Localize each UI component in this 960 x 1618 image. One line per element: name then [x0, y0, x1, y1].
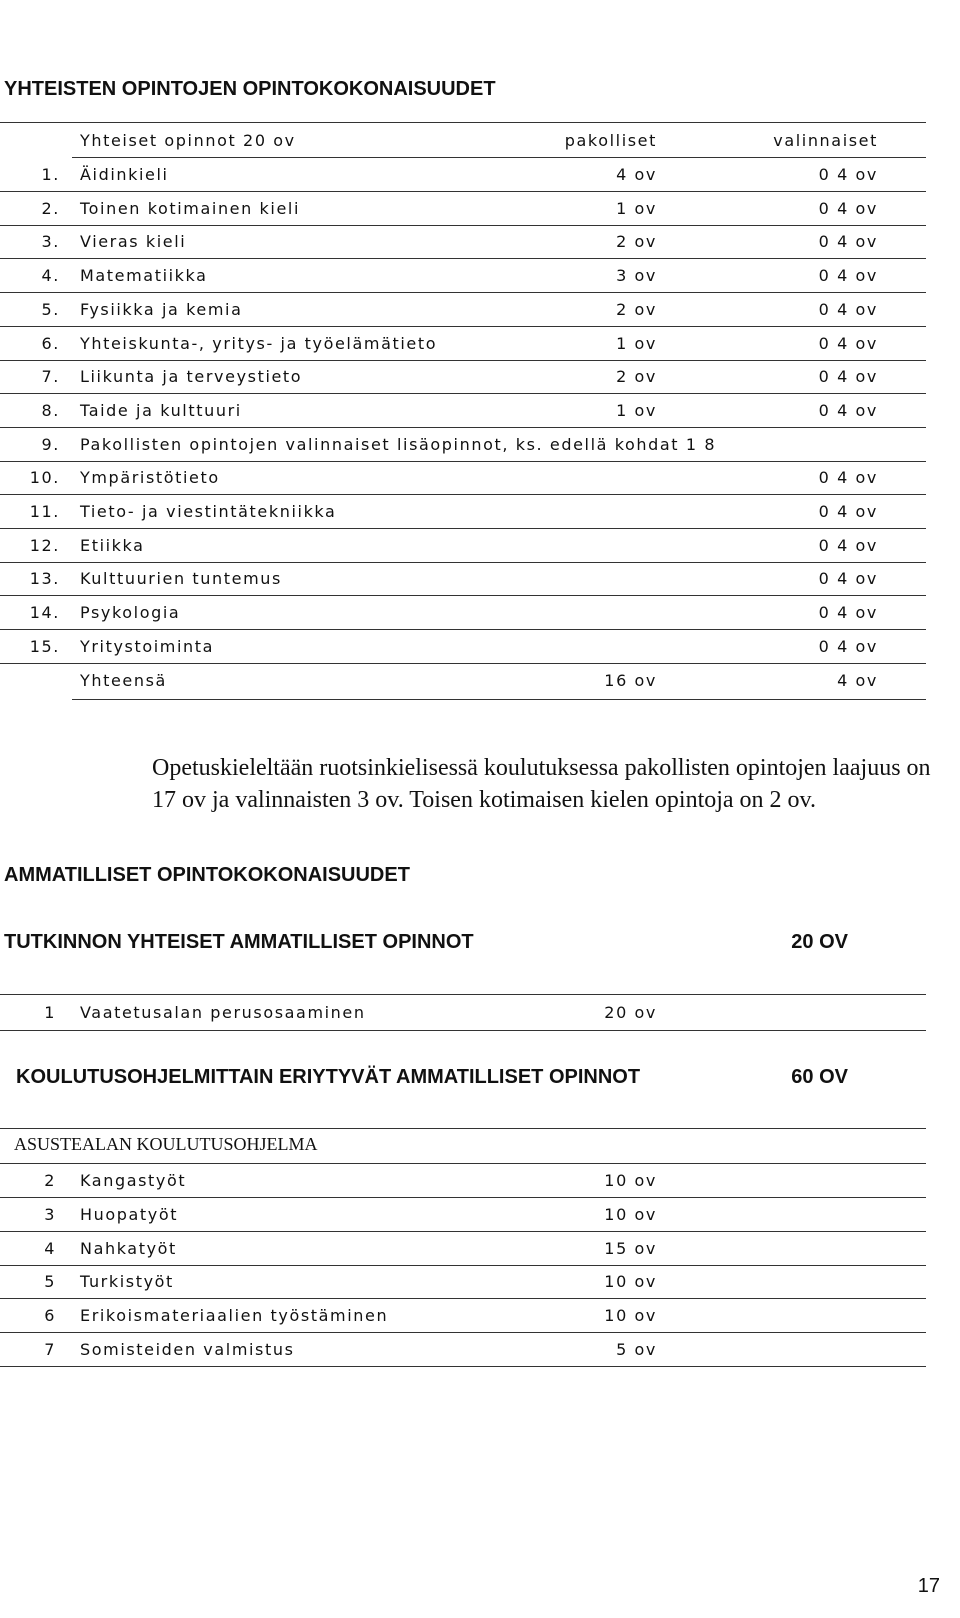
row-name: Somisteiden valmistus	[80, 1340, 295, 1359]
row-ov: 20 ov	[604, 1003, 657, 1022]
row-ov: 10 ov	[604, 1272, 657, 1291]
header-required: pakolliset	[564, 131, 657, 150]
table-row	[0, 1299, 960, 1333]
row-optional: 0 4 ov	[818, 603, 878, 622]
total-optional: 4 ov	[837, 671, 878, 690]
row-number: 10.	[29, 468, 60, 487]
row-number: 6	[44, 1306, 56, 1325]
divider	[0, 1030, 926, 1031]
page-number: 17	[917, 1575, 940, 1597]
row-number: 3.	[41, 232, 60, 251]
table-row	[0, 562, 960, 596]
row-optional: 0 4 ov	[818, 502, 878, 521]
row-number: 2	[44, 1171, 56, 1190]
row-name: Matematiikka	[80, 266, 208, 285]
row-optional: 0 4 ov	[818, 199, 878, 218]
row-name: Liikunta ja terveystieto	[80, 367, 303, 386]
row-required: 4 ov	[616, 165, 657, 184]
row-ov: 10 ov	[604, 1306, 657, 1325]
divider	[72, 699, 926, 700]
row-name: Pakollisten opintojen valinnaiset lisäopinnot, ks. edellä kohdat 1 8	[80, 435, 717, 454]
row-optional: 0 4 ov	[818, 401, 878, 420]
divider	[0, 994, 926, 995]
row-optional: 0 4 ov	[818, 536, 878, 555]
row-number: 4.	[41, 266, 60, 285]
row-number: 14.	[29, 603, 60, 622]
row-number: 4	[44, 1239, 56, 1258]
table-row	[0, 630, 960, 664]
row-name: Nahkatyöt	[80, 1239, 177, 1258]
row-required: 3 ov	[616, 266, 657, 285]
divider	[0, 122, 926, 123]
row-optional: 0 4 ov	[818, 266, 878, 285]
row-optional: 0 4 ov	[818, 637, 878, 656]
row-number: 7.	[41, 367, 60, 386]
row-name: Äidinkieli	[80, 165, 169, 184]
row-ov: 10 ov	[604, 1205, 657, 1224]
row-name: Ympäristötieto	[80, 468, 220, 487]
row-ov: 5 ov	[616, 1340, 657, 1359]
row-optional: 0 4 ov	[818, 468, 878, 487]
table-row	[0, 596, 960, 630]
row-ov: 10 ov	[604, 1171, 657, 1190]
row-number: 3	[44, 1205, 56, 1224]
common-vocational-title: TUTKINNON YHTEISET AMMATILLISET OPINNOT	[4, 931, 474, 953]
table-row	[0, 192, 960, 226]
divider	[0, 1366, 926, 1367]
table-row	[0, 259, 960, 293]
row-number: 5.	[41, 300, 60, 319]
table-row	[0, 1265, 960, 1299]
header-optional: valinnaiset	[773, 131, 878, 150]
row-number: 2.	[41, 199, 60, 218]
row-number: 7	[44, 1340, 56, 1359]
section-title-vocational-studies: AMMATILLISET OPINTOKOKONAISUUDET	[4, 864, 410, 886]
table-row	[0, 327, 960, 361]
row-required: 2 ov	[616, 300, 657, 319]
total-label: Yhteensä	[80, 671, 167, 690]
row-name: Erikoismateriaalien työstäminen	[80, 1306, 389, 1325]
table-row	[0, 293, 960, 327]
row-name: Vieras kieli	[80, 232, 187, 251]
total-required: 16 ov	[604, 671, 657, 690]
total-row	[0, 664, 960, 698]
row-number: 12.	[29, 536, 60, 555]
table-row	[0, 158, 960, 192]
divider	[0, 1128, 926, 1129]
row-required: 1 ov	[616, 199, 657, 218]
row-name: Vaatetusalan perusosaaminen	[80, 1003, 366, 1022]
program-total: 60 OV	[791, 1066, 848, 1088]
table-row	[0, 1333, 960, 1367]
row-required: 1 ov	[616, 334, 657, 353]
row-name: Taide ja kulttuuri	[80, 401, 242, 420]
table-row	[0, 996, 960, 1030]
row-optional: 0 4 ov	[818, 367, 878, 386]
table-row	[0, 1232, 960, 1266]
row-name: Huopatyöt	[80, 1205, 179, 1224]
row-number: 6.	[41, 334, 60, 353]
table-row	[0, 394, 960, 428]
row-name: Toinen kotimainen kieli	[80, 199, 300, 218]
row-name: Psykologia	[80, 603, 181, 622]
table-row	[0, 461, 960, 495]
row-name: Etiikka	[80, 536, 145, 555]
table-row	[0, 529, 960, 563]
table-row	[0, 1164, 960, 1198]
table-header-row	[0, 124, 960, 158]
row-name: Kangastyöt	[80, 1171, 187, 1190]
row-required: 2 ov	[616, 367, 657, 386]
row-required: 2 ov	[616, 232, 657, 251]
row-name: Yhteiskunta-, yritys- ja työelämätieto	[80, 334, 438, 353]
row-number: 1	[44, 1003, 56, 1022]
row-optional: 0 4 ov	[818, 165, 878, 184]
row-number: 1.	[41, 165, 60, 184]
table-row	[0, 1198, 960, 1232]
table-row	[0, 428, 960, 462]
row-optional: 0 4 ov	[818, 569, 878, 588]
table-row	[0, 495, 960, 529]
row-optional: 0 4 ov	[818, 334, 878, 353]
row-optional: 0 4 ov	[818, 300, 878, 319]
row-number: 11.	[29, 502, 60, 521]
program-subheading: ASUSTEALAN KOULUTUSOHJELMA	[14, 1134, 318, 1154]
row-number: 8.	[41, 401, 60, 420]
row-name: Fysiikka ja kemia	[80, 300, 243, 319]
row-required: 1 ov	[616, 401, 657, 420]
program-title: KOULUTUSOHJELMITTAIN ERIYTYVÄT AMMATILLISET OPINNOT	[16, 1066, 641, 1088]
section-title-common-studies: YHTEISTEN OPINTOJEN OPINTOKOKONAISUUDET	[4, 78, 496, 100]
row-number: 13.	[29, 569, 60, 588]
row-name: Yritystoiminta	[80, 637, 215, 656]
row-number: 9.	[41, 435, 60, 454]
table-row	[0, 225, 960, 259]
row-number: 5	[44, 1272, 56, 1291]
row-ov: 15 ov	[604, 1239, 657, 1258]
table-row	[0, 360, 960, 394]
language-note: Opetuskieleltään ruotsinkielisessä koulutuksessa pakollisten opintojen laajuus on 17 ov ja valinnaisten 3 ov. Toisen kotimaisen kielen opintoja on 2 ov.	[152, 755, 931, 813]
row-name: Turkistyöt	[80, 1272, 174, 1291]
common-vocational-total: 20 OV	[791, 931, 848, 953]
row-optional: 0 4 ov	[818, 232, 878, 251]
header-name: Yhteiset opinnot 20 ov	[80, 131, 296, 150]
row-name: Kulttuurien tuntemus	[80, 569, 282, 588]
row-name: Tieto- ja viestintätekniikka	[80, 502, 337, 521]
row-number: 15.	[29, 637, 60, 656]
